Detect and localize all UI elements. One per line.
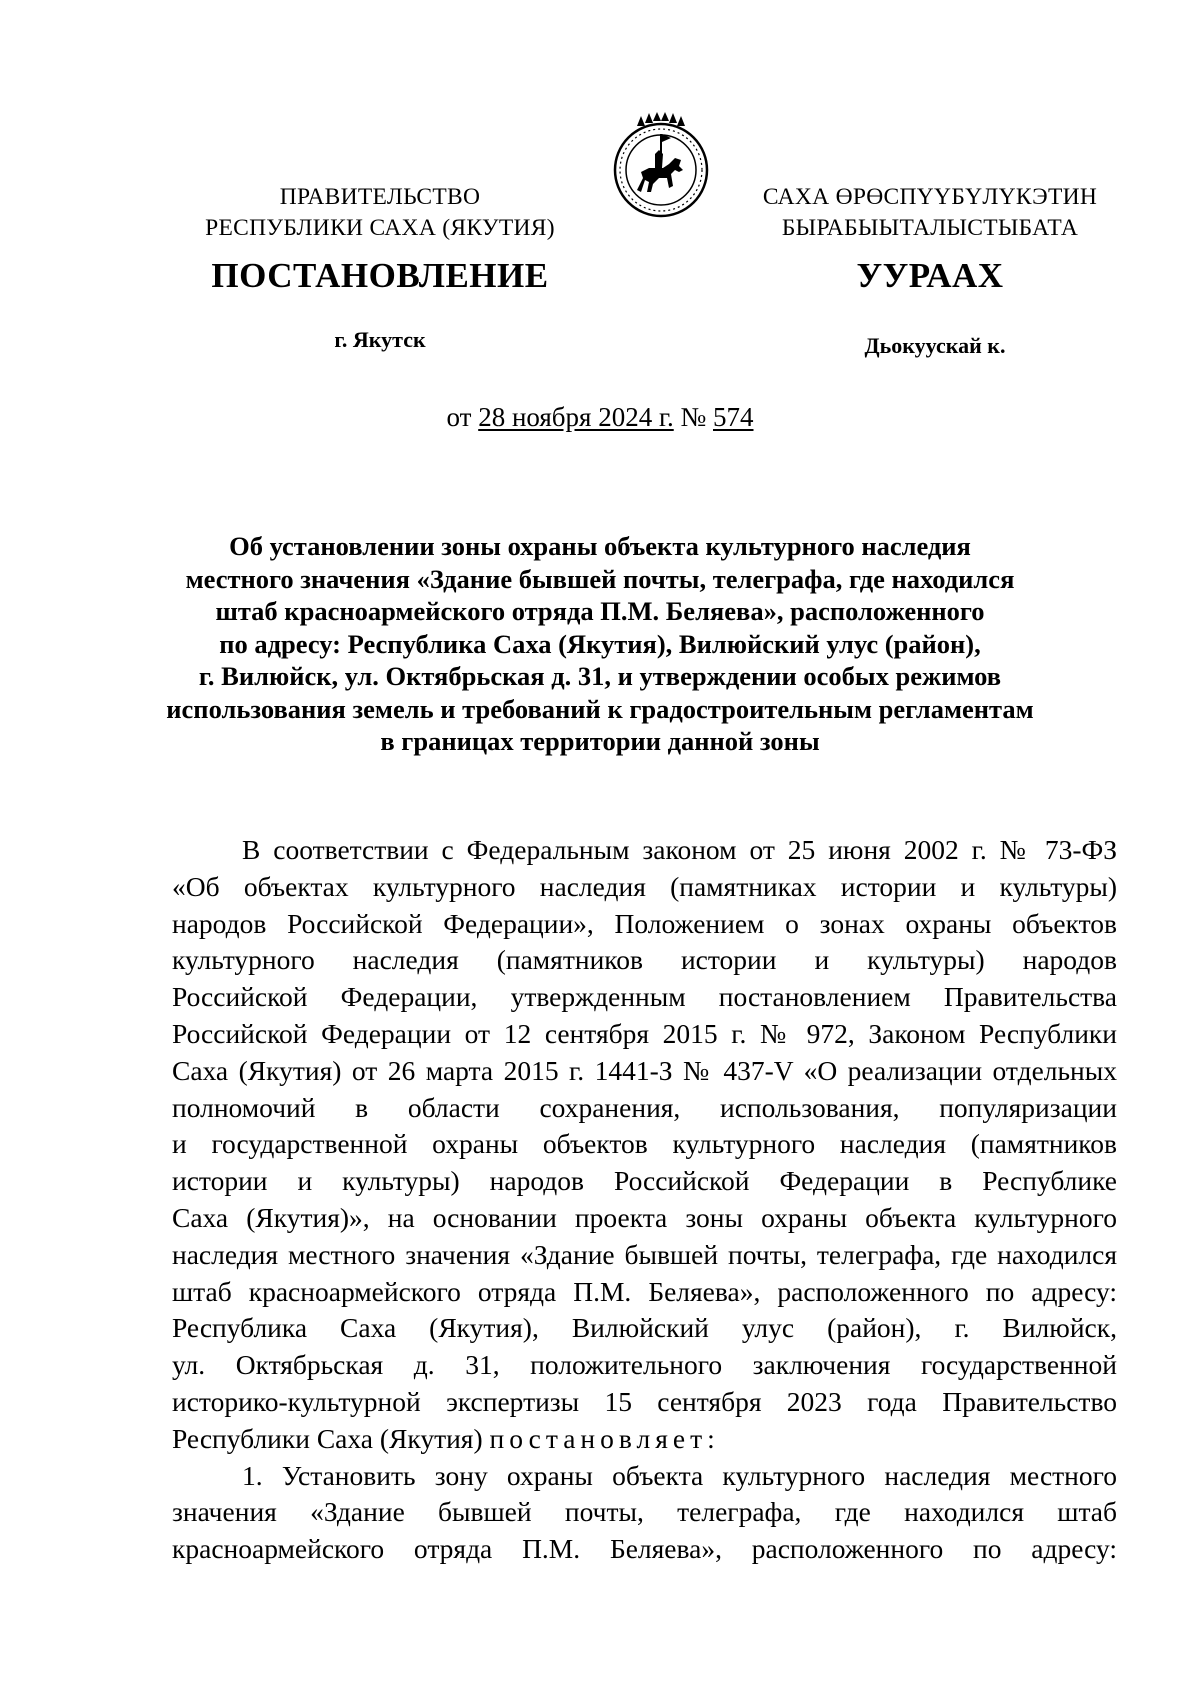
body-line: народов Российской Федерации», Положением о зонах охраны объектов bbox=[172, 907, 1117, 939]
title-line: в границах территории данной зоны bbox=[380, 726, 820, 756]
date-prefix: от bbox=[446, 402, 472, 432]
title-line: использования земель и требований к градостроительным регламентам bbox=[166, 693, 1034, 724]
date-number-line bbox=[0, 402, 1200, 433]
body-line: Республика Саха (Якутия), Вилюйский улус (район), г. Вилюйск, bbox=[172, 1312, 1117, 1344]
body-line: историко-культурной экспертизы 15 сентября 2023 года Правительство bbox=[172, 1385, 1117, 1417]
title-line: местного значения «Здание бывшей почты, телеграфа, где находился bbox=[185, 563, 1015, 594]
title-line: штаб красноармейского отряда П.М. Беляева», расположенного bbox=[215, 596, 985, 626]
paragraph-preamble bbox=[172, 832, 1117, 1458]
paragraph-item-1 bbox=[172, 1458, 1117, 1568]
header-left bbox=[180, 182, 580, 244]
body-line: красноармейского отряда П.М. Беляева», расположенного по адресу: bbox=[172, 1533, 1117, 1565]
document-date: 28 ноября 2024 г. bbox=[478, 402, 674, 432]
body-line: Российской Федерации от 12 сентября 2015 г. № 972, Законом Республики bbox=[172, 1017, 1117, 1049]
header-right bbox=[740, 182, 1120, 244]
coat-of-arms-emblem-icon bbox=[607, 112, 715, 220]
body-line: Саха (Якутия)», на основании проекта зоны охраны объекта культурного bbox=[172, 1201, 1117, 1233]
city-yakut: Дьокуускай к. bbox=[864, 333, 1006, 358]
title-line: г. Вилюйск, ул. Октябрьская д. 31, и утверждении особых режимов bbox=[198, 661, 1002, 691]
header-left-line2: РЕСПУБЛИКИ САХА (ЯКУТИЯ) bbox=[205, 215, 555, 241]
body-line: значения «Здание бывшей почты, телеграфа, где находился штаб bbox=[172, 1496, 1117, 1528]
body-line: ул. Октябрьская д. 31, положительного заключения государственной bbox=[172, 1349, 1117, 1381]
body-line: наследия местного значения «Здание бывшей почты, телеграфа, где находился bbox=[172, 1238, 1117, 1270]
header-left-line1: ПРАВИТЕЛЬСТВО bbox=[279, 184, 481, 210]
document-body bbox=[172, 832, 1117, 1568]
final-prefix: Республики Саха (Якутия) bbox=[172, 1422, 483, 1454]
body-line: Российской Федерации, утвержденным постановлением Правительства bbox=[172, 981, 1117, 1013]
document-number: 574 bbox=[713, 402, 754, 432]
body-line: Саха (Якутия) от 26 марта 2015 г. 1441-З № 437-V «О реализации отдельных bbox=[172, 1054, 1117, 1086]
title-line: по адресу: Республика Саха (Якутия), Вилюйский улус (район), bbox=[219, 628, 981, 659]
document-title bbox=[150, 530, 1050, 758]
body-line: истории и культуры) народов Российской Федерации в Республике bbox=[172, 1165, 1117, 1197]
doc-type-russian: ПОСТАНОВЛЕНИЕ bbox=[211, 256, 549, 295]
body-line: культурного наследия (памятников истории и культуры) народов bbox=[172, 944, 1117, 976]
body-line: и государственной охраны объектов культурного наследия (памятников bbox=[172, 1128, 1117, 1160]
header-right-line1: САХА ӨРӨСПҮҮБҮЛҮКЭТИН bbox=[762, 184, 1098, 210]
title-line: Об установлении зоны охраны объекта культурного наследия bbox=[229, 531, 971, 561]
body-line: штаб красноармейского отряда П.М. Беляева», расположенного по адресу: bbox=[172, 1275, 1117, 1307]
resolves-word: постановляет: bbox=[489, 1422, 720, 1454]
body-line: полномочий в области сохранения, использования, популяризации bbox=[172, 1091, 1117, 1123]
body-line: «Об объектах культурного наследия (памятниках истории и культуры) bbox=[172, 870, 1117, 902]
body-line-final bbox=[172, 1421, 1117, 1458]
body-line: 1. Установить зону охраны объекта культурного наследия местного bbox=[242, 1459, 1117, 1491]
header-right-line2: БЫРАБЫЫТАЛЫСТЫБАТА bbox=[781, 215, 1079, 241]
city-russian: г. Якутск bbox=[334, 327, 426, 352]
body-line: В соответствии с Федеральным законом от 25 июня 2002 г. № 73-ФЗ bbox=[242, 834, 1117, 865]
number-sign: № bbox=[680, 402, 707, 432]
doc-type-yakut: УУРААХ bbox=[856, 256, 1004, 295]
